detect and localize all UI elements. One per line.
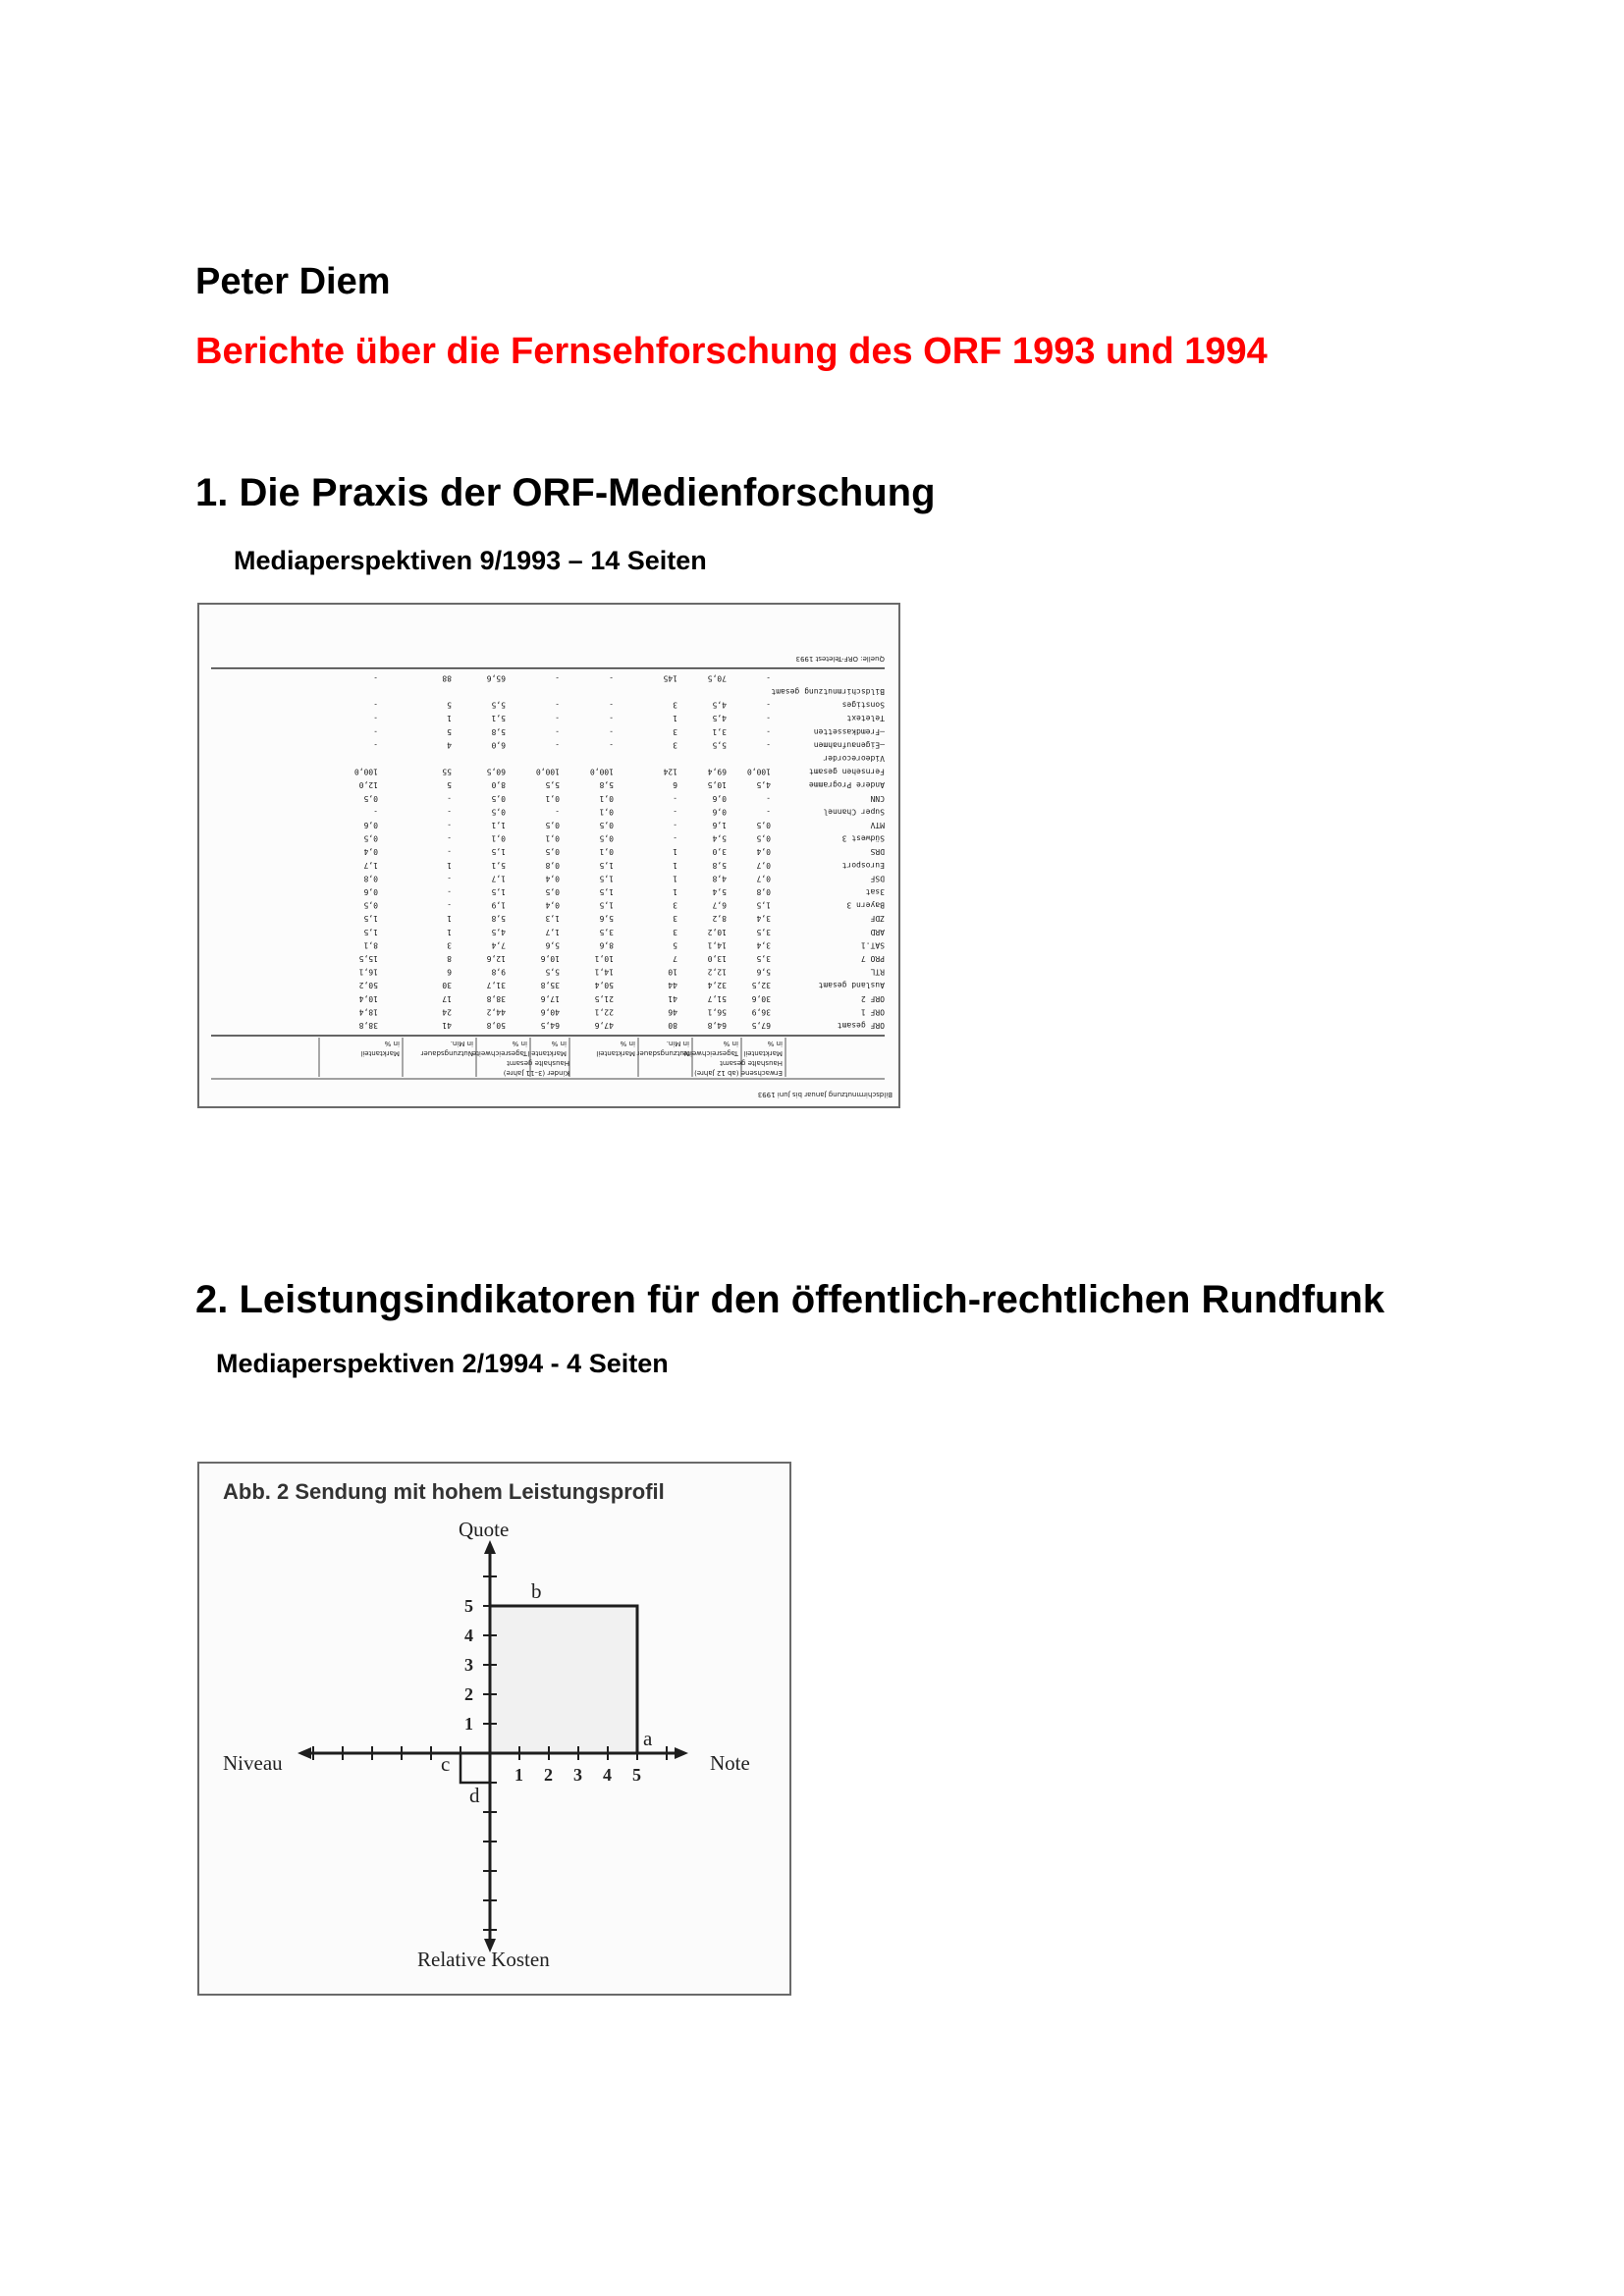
table-cell: 41 [442,1021,452,1030]
table-cell: 1 [447,914,452,924]
table-row-label: Südwest 3 [841,833,885,843]
table-cell: - [609,726,614,736]
table-row-label: CNN [870,793,885,803]
table-cell: 5,1 [491,714,506,723]
table-cell: 0,5 [599,833,614,843]
table-cell: - [673,833,677,843]
table-cell: 51,7 [707,993,727,1003]
table-cell: 5,5 [545,967,560,977]
table-cell: 5 [447,780,452,790]
table-cell: 5,5 [491,700,506,710]
table-cell: 1,5 [756,900,771,910]
table-cell: 0,8 [756,887,771,896]
table-cell: 31,7 [486,981,506,990]
table-cell: - [447,807,452,817]
scanned-table-figure [197,603,900,1108]
table-column-header: Marktanteil [360,1049,400,1057]
table-cell: 1 [673,874,677,883]
table-cell: 41 [668,993,677,1003]
table-cell: 5,6 [599,914,614,924]
table-row-label: RTL [870,967,885,977]
table-row-label: 3sat [865,887,885,896]
table-group-header: Kinder (3–11 Jahre) [503,1069,569,1077]
table-group-header: Haushalte gesamt [507,1059,569,1067]
table-column-unit: in Min. [450,1040,473,1047]
table-cell: 3,4 [756,914,771,924]
table-group-header: Haushalte gesamt [720,1059,783,1067]
table-row-label: Super Channel [823,807,885,817]
x-tick-label: 1 [514,1765,523,1785]
table-cell: 100,0 [353,767,378,776]
x-tick-label: 4 [603,1765,612,1785]
table-cell: 50,2 [358,981,378,990]
table-row-label: SAT.1 [860,940,885,950]
table-column-unit: in % [767,1040,783,1047]
table-cell: 1,1 [491,821,506,829]
section-2-source: Mediaperspektiven 2/1994 - 4 Seiten [216,1349,669,1378]
table-cell: 30 [442,981,452,990]
table-column-header: Nutzungsdauer [420,1049,473,1057]
table-cell: 3 [673,700,677,710]
table-cell: - [766,714,771,723]
table-row-label: DSF [870,874,885,883]
table-cell: 0,4 [363,847,378,857]
table-cell: 0,5 [363,900,378,910]
table-cell: 1,9 [491,900,506,910]
table-column-header: Marktanteil [527,1049,567,1057]
table-cell: 1 [673,847,677,857]
table-cell: - [766,700,771,710]
table-cell: 4,5 [712,714,727,723]
table-cell: 21,5 [594,993,614,1003]
table-cell: 10,2 [707,927,727,936]
table-cell: 64,5 [540,1021,560,1030]
table-cell: 100,0 [589,767,614,776]
table-cell: 6 [447,967,452,977]
table-cell: 5,5 [545,780,560,790]
table-cell: 13,0 [707,954,727,963]
table-cell: 3,5 [756,954,771,963]
table-column-unit: in % [551,1040,567,1047]
table-cell: - [373,726,378,736]
table-cell: 145 [663,673,677,683]
table-cell: 3,4 [756,940,771,950]
table-cell: 0,1 [599,807,614,817]
table-cell: 55 [442,767,452,776]
table-cell: - [447,900,452,910]
table-cell: 3 [673,927,677,936]
table-cell: 10 [668,967,677,977]
table-cell: 5,6 [756,967,771,977]
table-column-unit: in % [384,1040,400,1047]
table-cell: 1,5 [363,927,378,936]
performance-profile-diagram [199,1464,789,1994]
table-cell: 5,8 [599,780,614,790]
left-axis-label: Niveau [223,1751,283,1775]
table-cell: 3,1 [712,726,727,736]
table-cell: 100,0 [746,767,771,776]
table-cell: - [673,793,677,803]
point-label-a: a [643,1727,653,1750]
y-axis-label: Quote [459,1518,510,1541]
section-2-heading: 2. Leistungsindikatoren für den öffentlich-rechtlichen Rundfunk [195,1278,1385,1321]
table-cell: 0,1 [599,793,614,803]
table-cell: 12,2 [707,967,727,977]
table-row-label: Videorecorder [823,754,885,763]
table-cell: - [673,807,677,817]
section-1-heading: 1. Die Praxis der ORF-Medienforschung [195,471,936,514]
table-row-label: Bildschirmnutzung gesamt [771,687,885,696]
table-row-label: PRO 7 [860,954,885,963]
table-cell: 36,9 [751,1007,771,1017]
table-cell: 10,6 [540,954,560,963]
table-cell: 6 [673,780,677,790]
table-cell: 10,5 [707,780,727,790]
table-cell: 5 [447,700,452,710]
table-cell: 40,6 [540,1007,560,1017]
table-cell: 1 [447,860,452,870]
table-cell: 8,2 [712,914,727,924]
table-cell: 100,0 [535,767,560,776]
table-cell: 3 [673,900,677,910]
table-cell: 32,5 [751,981,771,990]
table-row-label: Fernsehen gesamt [808,767,885,776]
table-cell: - [555,673,560,683]
table-cell: 1,7 [545,927,560,936]
table-column-header: Marktanteil [596,1049,635,1057]
table-cell: - [373,700,378,710]
table-cell: 10,1 [594,954,614,963]
table-cell: 46 [668,1007,677,1017]
table-cell: - [673,821,677,829]
table-cell: 0,6 [712,793,727,803]
table-cell: 50,8 [486,1021,506,1030]
table-cell: 18,4 [358,1007,378,1017]
table-cell: 38,8 [358,1021,378,1030]
table-row-label: Bayern 3 [846,900,885,910]
table-cell: 17 [442,993,452,1003]
document-title: Berichte über die Fernsehforschung des ORF 1993 und 1994 [195,331,1268,372]
table-cell: 0,5 [363,793,378,803]
table-cell: 10,4 [358,993,378,1003]
table-row-label: ZDF [870,914,885,924]
table-cell: 0,5 [756,821,771,829]
table-cell: 0,6 [712,807,727,817]
table-cell: 12,6 [486,954,506,963]
table-group-header: Erwachsene (ab 12 Jahre) [694,1069,783,1077]
table-cell: 5,5 [712,740,727,750]
table-cell: 1,5 [599,860,614,870]
table-cell: 1,5 [491,887,506,896]
table-cell: - [373,807,378,817]
table-cell: 0,8 [363,874,378,883]
bottom-axis-label: Relative Kosten [417,1948,550,1971]
table-cell: 3,5 [599,927,614,936]
table-cell: 65,6 [486,673,506,683]
table-cell: - [447,874,452,883]
table-cell: 1,7 [491,874,506,883]
table-cell: - [555,726,560,736]
table-row-label: ORF gesamt [837,1021,885,1030]
table-cell: 3 [673,914,677,924]
table-cell: - [766,673,771,683]
table-cell: 3,5 [756,927,771,936]
point-label-d: d [469,1784,480,1807]
table-cell: 15,5 [358,954,378,963]
table-cell: 0,5 [363,833,378,843]
table-cell: 5,4 [712,833,727,843]
table-cell: - [447,887,452,896]
table-cell: 9,8 [491,967,506,977]
table-column-header: Tagesreichweite [471,1049,527,1057]
table-cell: 8,1 [363,940,378,950]
table-cell: 56,1 [707,1007,727,1017]
table-column-header: Marktanteil [743,1049,783,1057]
section-1-source: Mediaperspektiven 9/1993 – 14 Seiten [234,546,707,575]
table-cell: 38,8 [486,993,506,1003]
y-tick-label: 1 [464,1714,473,1734]
table-row-label: Teletext [846,714,885,723]
table-cell: 0,5 [491,793,506,803]
table-cell: 0,4 [756,847,771,857]
table-cell: 0,7 [756,860,771,870]
table-column-unit: in Min. [666,1040,689,1047]
table-row-label: Andere Programme [808,780,885,790]
table-source-note: Quelle: ORF-Teletest 1993 [795,654,885,663]
table-cell: 0,4 [545,874,560,883]
table-cell: 60,5 [486,767,506,776]
table-cell: 0,8 [545,860,560,870]
table-cell: - [766,793,771,803]
table-cell: 0,1 [545,833,560,843]
table-cell: 5,8 [491,726,506,736]
point-label-c: c [441,1752,451,1776]
table-column-unit: in % [620,1040,635,1047]
x-tick-label: 5 [632,1765,641,1785]
table-cell: 47,6 [594,1021,614,1030]
author-name: Peter Diem [195,261,391,302]
table-cell: - [609,673,614,683]
table-cell: 4 [447,740,452,750]
table-cell: 50,4 [594,981,614,990]
table-row-label: ORF 1 [860,1007,885,1017]
table-cell: - [447,793,452,803]
table-cell: 0,5 [545,821,560,829]
table-row-label: Eurosport [841,860,885,870]
table-cell: 0,5 [756,833,771,843]
scanned-table-image [199,605,898,1106]
table-cell: 12,0 [358,780,378,790]
table-cell: 0,5 [545,847,560,857]
table-cell: 3 [673,726,677,736]
table-cell: 0,4 [545,900,560,910]
table-cell: 64,8 [707,1021,727,1030]
table-cell: 14,1 [707,940,727,950]
table-cell: 5,1 [491,860,506,870]
table-cell: 1,5 [599,900,614,910]
table-cell: 88 [442,673,452,683]
table-cell: 124 [663,767,677,776]
table-cell: - [447,833,452,843]
table-cell: 1,5 [599,874,614,883]
table-cell: 8,0 [491,780,506,790]
table-cell: 5,8 [491,914,506,924]
diagram-title: Abb. 2 Sendung mit hohem Leistungsprofil [223,1479,665,1504]
table-cell: 69,4 [707,767,727,776]
table-cell: 1 [673,860,677,870]
table-cell: 16,1 [358,967,378,977]
table-cell: - [609,714,614,723]
table-row-label: Ausland gesamt [818,981,885,990]
table-row-label: Sonstiges [841,700,885,710]
x-axis-label: Note [710,1751,750,1775]
table-cell: 32,4 [707,981,727,990]
table-cell: 0,5 [599,821,614,829]
table-cell: 1,3 [545,914,560,924]
table-cell: 1,5 [363,914,378,924]
table-cell: 67,5 [751,1021,771,1030]
table-cell: - [447,847,452,857]
table-row-label: ORF 2 [860,993,885,1003]
table-cell: 1,5 [599,887,614,896]
table-cell: - [447,821,452,829]
table-cell: 0,7 [756,874,771,883]
table-cell: 8,6 [599,940,614,950]
table-cell: 7,4 [491,940,506,950]
table-cell: 4,5 [491,927,506,936]
y-tick-label: 3 [464,1655,473,1675]
table-cell: 3,0 [712,847,727,857]
table-cell: 1,7 [363,860,378,870]
table-cell: 5 [673,940,677,950]
table-cell: 0,1 [491,833,506,843]
table-cell: 5,8 [712,860,727,870]
point-label-b: b [531,1579,542,1603]
table-cell: 14,1 [594,967,614,977]
table-cell: 1 [447,714,452,723]
table-row-label: –Eigenaufnahmen [813,740,885,750]
table-cell: 22,1 [594,1007,614,1017]
table-cell: 1,5 [491,847,506,857]
table-cell: 1,6 [712,821,727,829]
table-cell: - [373,673,378,683]
table-cell: - [373,740,378,750]
table-cell: 6,7 [712,900,727,910]
table-cell: - [766,740,771,750]
table-column-header: Tagesreichweite [682,1049,738,1057]
table-cell: 4,5 [756,780,771,790]
table-cell: 6,0 [491,740,506,750]
x-tick-label: 2 [544,1765,553,1785]
table-cell: - [766,807,771,817]
table-cell: 8 [447,954,452,963]
table-cell: - [766,726,771,736]
table-cell: 0,6 [363,887,378,896]
table-cell: 4,5 [712,700,727,710]
table-cell: 24 [442,1007,452,1017]
table-cell: - [609,740,614,750]
table-cell: 4,8 [712,874,727,883]
table-cell: 0,6 [363,821,378,829]
table-cell: 3 [673,740,677,750]
table-column-unit: in % [512,1040,527,1047]
table-cell: 0,1 [545,793,560,803]
table-cell: 0,5 [491,807,506,817]
table-cell: 17,6 [540,993,560,1003]
table-cell: 44 [668,981,677,990]
table-column-unit: in % [723,1040,738,1047]
table-cell: 7 [673,954,677,963]
scanned-diagram-figure [197,1462,791,1996]
table-cell: - [609,700,614,710]
table-row-label: ARD [870,927,885,936]
table-cell: 1 [673,887,677,896]
table-row-label: DRS [870,847,885,857]
table-cell: - [555,700,560,710]
y-tick-label: 2 [464,1684,473,1704]
table-cell: - [555,740,560,750]
table-cell: - [373,714,378,723]
table-cell: 80 [668,1021,677,1030]
table-column-header: Nutzungsdauer [636,1049,689,1057]
table-cell: 5,4 [712,887,727,896]
x-tick-label: 3 [573,1765,582,1785]
y-tick-label: 4 [464,1626,473,1645]
table-cell: - [555,714,560,723]
table-cell: 1 [673,714,677,723]
table-cell: 0,5 [545,887,560,896]
table-cell: 5,6 [545,940,560,950]
table-cell: 30,6 [751,993,771,1003]
profile-area-shading [491,1606,637,1753]
table-row-label: –Fremdkassetten [813,726,885,736]
y-tick-label: 5 [464,1596,473,1616]
table-row-label: MTV [870,821,885,829]
table-cell: - [555,807,560,817]
table-footer: Bildschirmnutzung Januar bis Juni 1993 [757,1091,893,1098]
table-cell: 70,5 [707,673,727,683]
table-cell: 44,2 [486,1007,506,1017]
table-cell: 1 [447,927,452,936]
table-cell: 5 [447,726,452,736]
table-cell: 0,1 [599,847,614,857]
table-cell: 35,8 [540,981,560,990]
table-cell: 3 [447,940,452,950]
